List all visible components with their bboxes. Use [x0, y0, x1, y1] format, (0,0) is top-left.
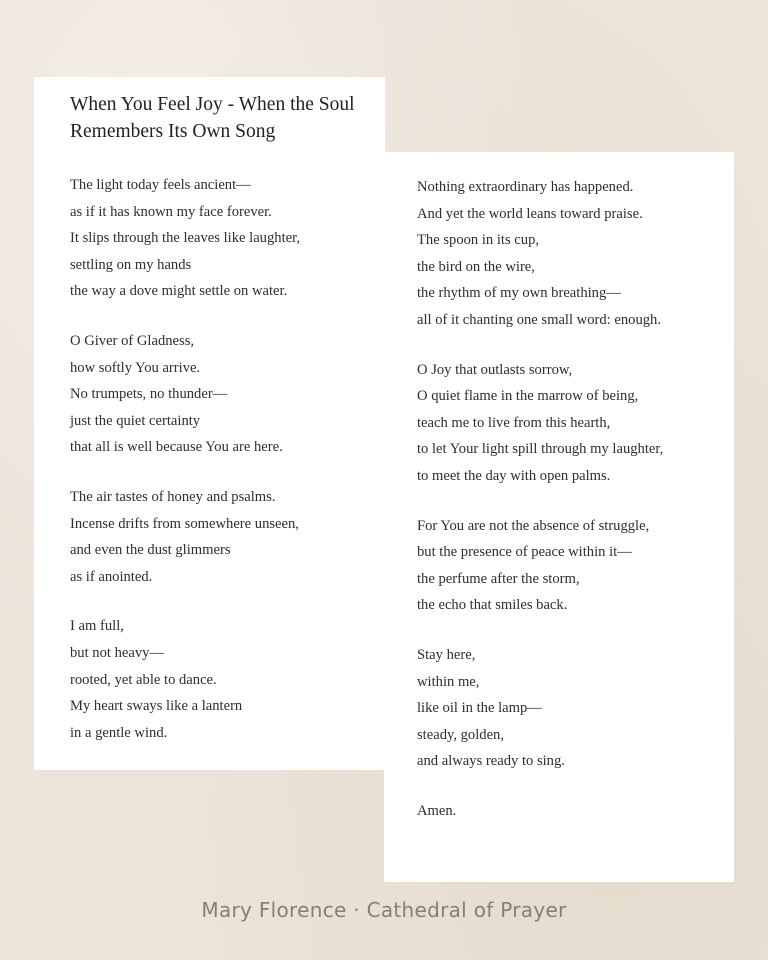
- poem-line: Stay here,: [417, 646, 476, 663]
- stanza: [70, 172, 385, 305]
- poem-title: [70, 91, 385, 145]
- poem-line: The air tastes of honey and psalms.: [70, 488, 276, 505]
- poem-line: The spoon in its cup,: [417, 232, 540, 249]
- poem-line: within me,: [417, 673, 480, 690]
- poem-line: No trumpets, no thunder—: [70, 386, 228, 403]
- stanza: [70, 484, 385, 590]
- stanza: [417, 357, 734, 490]
- poem-line: O quiet flame in the marrow of being,: [417, 388, 639, 405]
- stanza: [417, 174, 734, 334]
- stanza: [70, 328, 385, 461]
- poem-line: O Giver of Gladness,: [70, 332, 195, 349]
- poem-line: teach me to live from this hearth,: [417, 414, 611, 431]
- poem-line: And yet the world leans toward praise.: [417, 205, 643, 222]
- poem-line: how softly You arrive.: [70, 359, 201, 376]
- poem-line: I am full,: [70, 618, 124, 635]
- poem-line: Amen.: [417, 802, 457, 819]
- stanza: [70, 613, 385, 746]
- poem-line: just the quiet certainty: [70, 412, 201, 429]
- poem-line: but not heavy—: [70, 644, 165, 661]
- poem-line: Incense drifts from somewhere unseen,: [70, 515, 299, 532]
- poem-line: For You are not the absence of struggle,: [417, 517, 650, 534]
- poem-line: to meet the day with open palms.: [417, 467, 611, 484]
- poem-title-line: When You Feel Joy - When the Soul: [70, 94, 355, 115]
- poem-line: the bird on the wire,: [417, 258, 535, 275]
- poem-line: the way a dove might settle on water.: [70, 283, 288, 300]
- poem-line: rooted, yet able to dance.: [70, 671, 217, 688]
- poem-line: Nothing extraordinary has happened.: [417, 179, 634, 195]
- poem-line: all of it chanting one small word: enough.: [417, 311, 661, 328]
- poem-line: that all is well because You are here.: [70, 439, 283, 456]
- poem-line: as if it has known my face forever.: [70, 203, 272, 220]
- poem-line: and even the dust glimmers: [70, 542, 231, 559]
- poem-line: It slips through the leaves like laughter,: [70, 230, 301, 247]
- stanza: [417, 642, 734, 775]
- poem-line: My heart sways like a lantern: [70, 698, 243, 715]
- stanza-list-left: [70, 172, 385, 746]
- poem-line: The light today feels ancient—: [70, 177, 251, 193]
- poem-line: to let Your light spill through my laughter,: [417, 441, 664, 458]
- poem-line: steady, golden,: [417, 726, 504, 743]
- poem-line: and always ready to sing.: [417, 753, 565, 770]
- poem-line: the rhythm of my own breathing—: [417, 285, 621, 302]
- poem-page-left: [34, 77, 385, 770]
- stanza-list-right: [417, 174, 734, 824]
- author-credit: Mary Florence · Cathedral of Prayer: [201, 898, 567, 922]
- stanza: [417, 798, 734, 825]
- poem-line: as if anointed.: [70, 568, 153, 585]
- poem-line: O Joy that outlasts sorrow,: [417, 361, 573, 378]
- poem-title-line: Remembers Its Own Song: [70, 121, 276, 142]
- poem-line: the echo that smiles back.: [417, 597, 568, 614]
- poem-line: the perfume after the storm,: [417, 570, 580, 587]
- poem-line: like oil in the lamp—: [417, 700, 542, 717]
- poem-page-right: [384, 152, 734, 882]
- poem-line: in a gentle wind.: [70, 724, 168, 741]
- stanza: [417, 513, 734, 619]
- poem-line: settling on my hands: [70, 256, 192, 273]
- poem-line: but the presence of peace within it—: [417, 544, 632, 561]
